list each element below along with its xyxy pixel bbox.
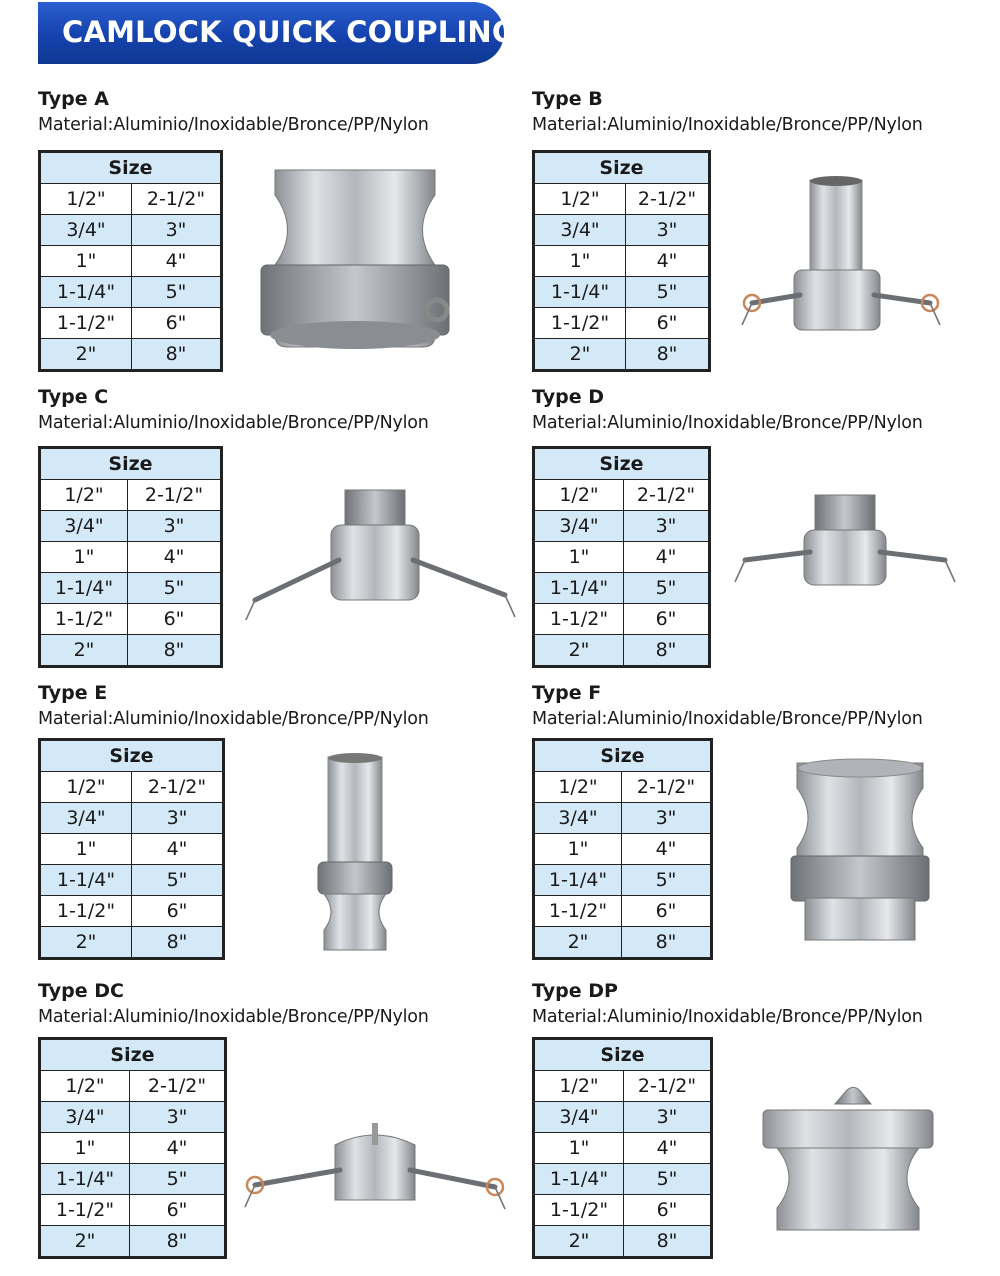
size-cell: 3/4" xyxy=(534,215,626,246)
size-row xyxy=(40,215,222,246)
size-row xyxy=(534,1164,712,1195)
size-row xyxy=(534,635,710,667)
size-cell: 2" xyxy=(40,339,132,371)
size-row xyxy=(534,1102,712,1133)
size-row xyxy=(534,865,712,896)
size-cell: 8" xyxy=(130,1226,226,1258)
size-cell: 1" xyxy=(534,834,622,865)
size-cell: 8" xyxy=(626,339,710,371)
size-row xyxy=(534,772,712,803)
size-cell: 1/2" xyxy=(534,772,622,803)
size-cell: 2-1/2" xyxy=(624,1071,712,1102)
size-cell: 4" xyxy=(626,246,710,277)
size-row xyxy=(40,604,222,635)
size-table xyxy=(38,1037,227,1259)
size-cell: 3/4" xyxy=(534,511,624,542)
size-cell: 3/4" xyxy=(40,1102,130,1133)
size-cell: 3/4" xyxy=(40,215,132,246)
size-cell: 1" xyxy=(534,1133,624,1164)
size-row xyxy=(40,834,224,865)
type-a-coupling-image xyxy=(255,160,455,360)
size-header: Size xyxy=(40,1039,226,1071)
size-cell: 3" xyxy=(128,511,222,542)
size-row xyxy=(534,308,710,339)
type-title: Type C xyxy=(38,386,109,408)
size-row xyxy=(534,277,710,308)
size-row xyxy=(40,1164,226,1195)
size-cell: 3" xyxy=(132,215,222,246)
size-row xyxy=(40,865,224,896)
size-cell: 3/4" xyxy=(534,1102,624,1133)
size-header: Size xyxy=(40,740,224,772)
size-cell: 1/2" xyxy=(534,480,624,511)
size-row xyxy=(40,277,222,308)
size-cell: 8" xyxy=(132,927,224,959)
size-row xyxy=(40,1102,226,1133)
size-cell: 2-1/2" xyxy=(624,480,710,511)
size-row xyxy=(534,803,712,834)
size-cell: 1" xyxy=(40,1133,130,1164)
type-title: Type A xyxy=(38,88,109,110)
size-cell: 4" xyxy=(132,246,222,277)
size-cell: 2" xyxy=(534,1226,624,1258)
size-cell: 1-1/4" xyxy=(40,865,132,896)
size-cell: 1" xyxy=(40,246,132,277)
size-cell: 6" xyxy=(132,896,224,927)
size-row xyxy=(534,246,710,277)
size-row xyxy=(40,480,222,511)
size-cell: 5" xyxy=(624,1164,712,1195)
size-cell: 8" xyxy=(624,1226,712,1258)
size-cell: 6" xyxy=(128,604,222,635)
size-cell: 3/4" xyxy=(534,803,622,834)
size-cell: 2-1/2" xyxy=(626,184,710,215)
size-row xyxy=(534,511,710,542)
size-cell: 4" xyxy=(624,542,710,573)
size-row xyxy=(534,184,710,215)
size-header: Size xyxy=(534,448,710,480)
size-cell: 1/2" xyxy=(40,1071,130,1102)
size-cell: 8" xyxy=(622,927,712,959)
type-dp-dust-plug-image xyxy=(755,1082,940,1242)
size-cell: 1/2" xyxy=(534,184,626,215)
type-b-coupling-image xyxy=(732,175,952,355)
size-row xyxy=(40,246,222,277)
size-table xyxy=(532,446,711,668)
size-cell: 1-1/2" xyxy=(534,604,624,635)
size-cell: 4" xyxy=(132,834,224,865)
size-cell: 5" xyxy=(130,1164,226,1195)
size-header: Size xyxy=(40,448,222,480)
type-title: Type E xyxy=(38,682,108,704)
size-cell: 1-1/2" xyxy=(40,896,132,927)
size-row xyxy=(534,573,710,604)
size-cell: 2-1/2" xyxy=(132,772,224,803)
size-row xyxy=(40,896,224,927)
size-header: Size xyxy=(534,740,712,772)
size-cell: 2" xyxy=(40,635,128,667)
size-row xyxy=(534,1071,712,1102)
size-cell: 4" xyxy=(130,1133,226,1164)
size-cell: 1" xyxy=(534,246,626,277)
size-header: Size xyxy=(534,152,710,184)
material-text: Material:Aluminio/Inoxidable/Bronce/PP/Nylon xyxy=(38,413,429,433)
size-row xyxy=(534,834,712,865)
size-cell: 2-1/2" xyxy=(130,1071,226,1102)
size-cell: 1-1/2" xyxy=(534,308,626,339)
size-table xyxy=(532,1037,713,1259)
size-cell: 3" xyxy=(130,1102,226,1133)
type-title: Type F xyxy=(532,682,602,704)
size-cell: 6" xyxy=(626,308,710,339)
size-row xyxy=(40,339,222,371)
size-cell: 2" xyxy=(40,927,132,959)
size-cell: 1" xyxy=(40,542,128,573)
size-cell: 3" xyxy=(132,803,224,834)
size-cell: 1-1/4" xyxy=(40,573,128,604)
size-cell: 1-1/2" xyxy=(40,308,132,339)
material-text: Material:Aluminio/Inoxidable/Bronce/PP/Nylon xyxy=(532,413,923,433)
size-row xyxy=(40,635,222,667)
size-row xyxy=(534,480,710,511)
size-cell: 2" xyxy=(534,635,624,667)
size-row xyxy=(534,604,710,635)
size-row xyxy=(534,1226,712,1258)
size-row xyxy=(534,896,712,927)
size-row xyxy=(40,772,224,803)
size-cell: 5" xyxy=(626,277,710,308)
size-cell: 3/4" xyxy=(40,511,128,542)
size-cell: 2" xyxy=(40,1226,130,1258)
size-cell: 3" xyxy=(624,511,710,542)
size-header: Size xyxy=(534,1039,712,1071)
type-e-coupling-image xyxy=(300,752,410,957)
size-cell: 5" xyxy=(622,865,712,896)
size-row xyxy=(534,927,712,959)
size-row xyxy=(40,1133,226,1164)
size-cell: 1-1/2" xyxy=(40,1195,130,1226)
size-cell: 1-1/2" xyxy=(40,604,128,635)
size-cell: 8" xyxy=(128,635,222,667)
size-cell: 1-1/4" xyxy=(534,277,626,308)
size-cell: 4" xyxy=(622,834,712,865)
size-row xyxy=(534,215,710,246)
size-cell: 8" xyxy=(132,339,222,371)
size-table xyxy=(532,150,711,372)
size-cell: 1-1/4" xyxy=(40,1164,130,1195)
size-row xyxy=(534,542,710,573)
type-title: Type DP xyxy=(532,980,618,1002)
material-text: Material:Aluminio/Inoxidable/Bronce/PP/Nylon xyxy=(532,1007,923,1027)
size-header: Size xyxy=(40,152,222,184)
size-cell: 1-1/4" xyxy=(534,1164,624,1195)
type-title: Type B xyxy=(532,88,603,110)
size-cell: 6" xyxy=(132,308,222,339)
size-cell: 1/2" xyxy=(534,1071,624,1102)
size-cell: 1-1/4" xyxy=(534,865,622,896)
size-cell: 1-1/2" xyxy=(534,1195,624,1226)
type-section xyxy=(38,682,478,974)
size-cell: 1-1/4" xyxy=(40,277,132,308)
size-cell: 4" xyxy=(128,542,222,573)
type-title: Type D xyxy=(532,386,604,408)
type-title: Type DC xyxy=(38,980,124,1002)
size-table xyxy=(38,150,223,372)
size-row xyxy=(40,803,224,834)
size-cell: 2" xyxy=(534,339,626,371)
size-table xyxy=(38,446,223,668)
type-d-coupling-image xyxy=(730,490,960,605)
size-cell: 1" xyxy=(534,542,624,573)
size-row xyxy=(534,339,710,371)
material-text: Material:Aluminio/Inoxidable/Bronce/PP/Nylon xyxy=(38,709,429,729)
size-cell: 1/2" xyxy=(40,184,132,215)
size-row xyxy=(40,1195,226,1226)
size-cell: 2-1/2" xyxy=(622,772,712,803)
size-cell: 4" xyxy=(624,1133,712,1164)
size-cell: 6" xyxy=(624,1195,712,1226)
page-title: CAMLOCK QUICK COUPLING xyxy=(62,15,516,49)
material-text: Material:Aluminio/Inoxidable/Bronce/PP/Nylon xyxy=(532,709,923,729)
size-row xyxy=(40,308,222,339)
type-f-coupling-image xyxy=(785,758,935,943)
size-cell: 3" xyxy=(624,1102,712,1133)
size-cell: 5" xyxy=(132,277,222,308)
material-text: Material:Aluminio/Inoxidable/Bronce/PP/Nylon xyxy=(38,1007,429,1027)
size-row xyxy=(534,1133,712,1164)
type-c-coupling-image xyxy=(235,485,525,620)
size-cell: 6" xyxy=(624,604,710,635)
size-row xyxy=(40,1071,226,1102)
size-row xyxy=(40,1226,226,1258)
material-text: Material:Aluminio/Inoxidable/Bronce/PP/Nylon xyxy=(38,115,429,135)
size-cell: 6" xyxy=(130,1195,226,1226)
size-row xyxy=(40,927,224,959)
size-row xyxy=(40,184,222,215)
size-cell: 5" xyxy=(132,865,224,896)
size-row xyxy=(534,1195,712,1226)
size-cell: 2-1/2" xyxy=(128,480,222,511)
size-cell: 3/4" xyxy=(40,803,132,834)
size-row xyxy=(40,542,222,573)
size-cell: 6" xyxy=(622,896,712,927)
size-table xyxy=(38,738,225,960)
type-dc-dust-cap-image xyxy=(240,1115,510,1230)
size-cell: 5" xyxy=(128,573,222,604)
size-cell: 1/2" xyxy=(40,772,132,803)
material-text: Material:Aluminio/Inoxidable/Bronce/PP/Nylon xyxy=(532,115,923,135)
size-cell: 1" xyxy=(40,834,132,865)
size-row xyxy=(40,511,222,542)
size-cell: 2-1/2" xyxy=(132,184,222,215)
size-cell: 5" xyxy=(624,573,710,604)
size-row xyxy=(40,573,222,604)
size-cell: 8" xyxy=(624,635,710,667)
size-cell: 3" xyxy=(626,215,710,246)
size-cell: 1/2" xyxy=(40,480,128,511)
size-cell: 1-1/4" xyxy=(534,573,624,604)
size-cell: 1-1/2" xyxy=(534,896,622,927)
size-table xyxy=(532,738,713,960)
title-banner xyxy=(38,2,516,64)
size-cell: 3" xyxy=(622,803,712,834)
size-cell: 2" xyxy=(534,927,622,959)
